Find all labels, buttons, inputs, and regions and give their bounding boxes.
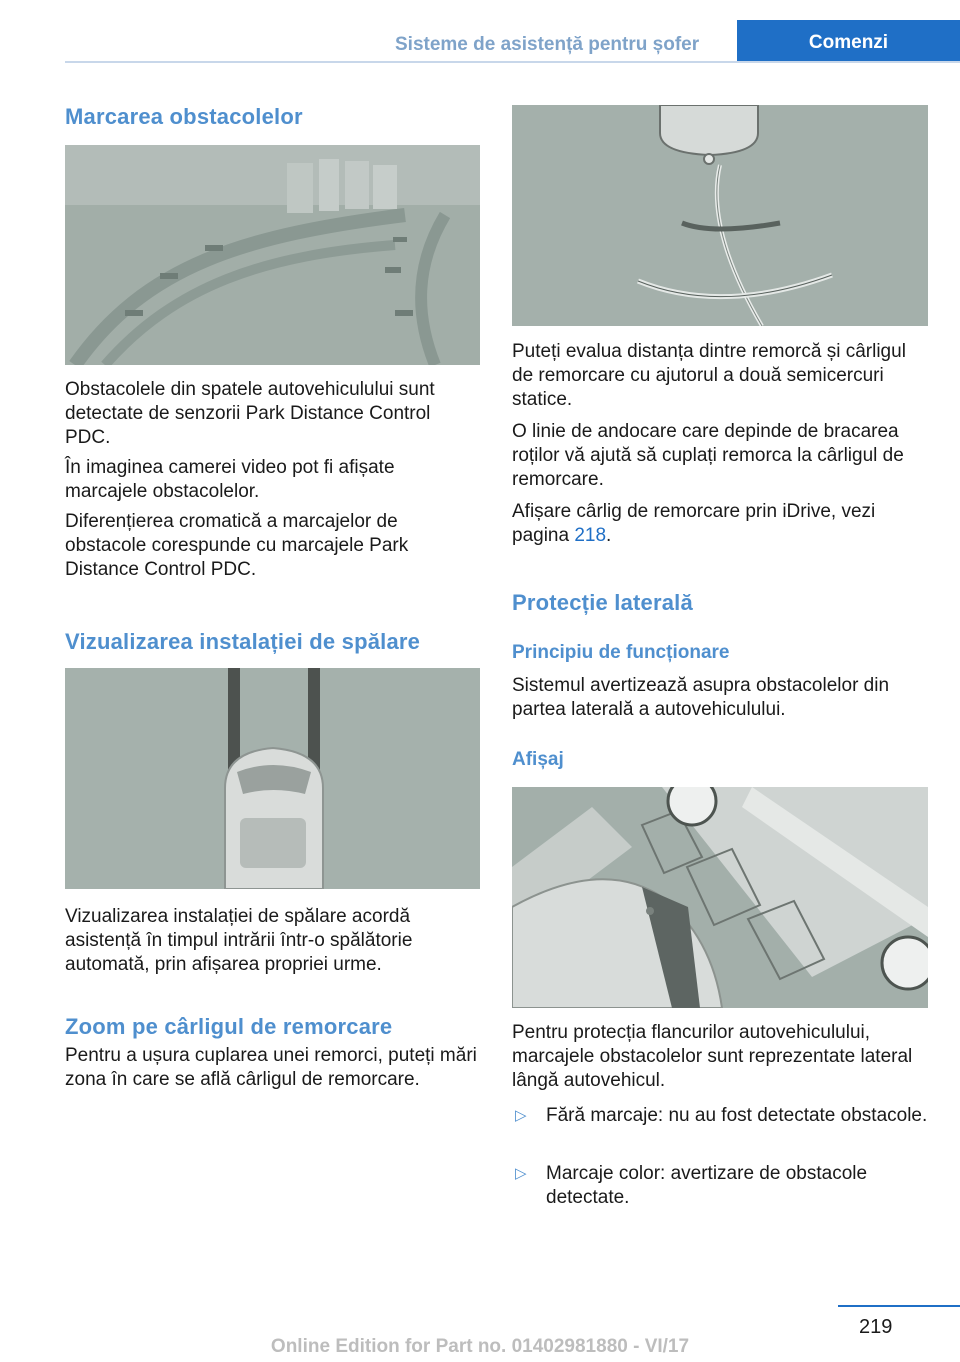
heading-operating-principle: Principiu de funcționare: [512, 642, 730, 663]
header-rule: [65, 61, 960, 63]
paragraph: În imaginea camerei video pot fi afișate marcajele obstacolelor.: [65, 457, 395, 502]
heading-obstacle-marking: Marcarea obstacolelor: [65, 104, 303, 129]
page-number: 219: [859, 1316, 893, 1338]
triangle-right-icon: ▷: [515, 1165, 527, 1182]
paragraph: Obstacolele din spatele autovehiculului sunt detectate de senzorii Park Distance Control PDC.: [65, 379, 435, 448]
heading-display: Afișaj: [512, 749, 564, 770]
paragraph: Diferențierea cromatică a marcajelor de obstacole corespunde cu marcajele Park Distance Control PDC.: [65, 511, 409, 580]
paragraph: Puteți evalua distanța dintre remorcă și cârligul de remorcare cu ajutorul a două semicercuri statice.: [512, 341, 906, 410]
hitch-zoom-paragraph: Pentru a ușura cuplarea unei remorci, puteți mări zona în care se află cârligul de remorcare.: [65, 1045, 477, 1090]
header-chapter-tab: Comenzi: [737, 20, 960, 62]
hitch-text-block: [512, 340, 928, 548]
figure-hitch-zoom: [512, 105, 928, 326]
heading-car-wash-view: Vizualizarea instalației de spălare: [65, 629, 421, 654]
text: .: [606, 525, 612, 546]
edition-footer: Online Edition for Part no. 01402981880 - VI/17: [270, 1336, 690, 1357]
list-item: Fără marcaje: nu au fost detectate obstacole.: [546, 1105, 928, 1126]
display-paragraph: Pentru protecția flancurilor autovehiculului, marcajele obstacolelor sunt reprezentate lateral lângă autovehicul.: [512, 1022, 913, 1091]
obstacle-text-block: [65, 378, 480, 582]
heading-side-protection: Protecție laterală: [512, 590, 693, 615]
figure-car-wash-view: [65, 668, 480, 889]
list-item: Marcaje color: avertizare de obstacole detectate.: [546, 1163, 868, 1208]
paragraph: [512, 500, 928, 548]
text: Afișare cârlig de remorcare prin iDrive, vezi pagina: [512, 501, 876, 546]
car-wash-paragraph: Vizualizarea instalației de spălare acordă asistență în timpul intrării într-o spălătorie automată, prin afișarea propriei urme.: [65, 906, 413, 975]
page-link[interactable]: 218: [574, 525, 607, 546]
page-number-rule: [838, 1305, 960, 1307]
principle-paragraph: Sistemul avertizează asupra obstacolelor din partea laterală a autovehiculului.: [512, 675, 890, 720]
figure-side-protection: [512, 787, 928, 1008]
heading-hitch-zoom: Zoom pe cârligul de remorcare: [65, 1014, 393, 1039]
header-section-title: Sisteme de asistență pentru șofer: [395, 34, 700, 55]
triangle-right-icon: ▷: [515, 1107, 527, 1124]
figure-obstacle-markers: [65, 145, 480, 365]
paragraph: O linie de andocare care depinde de bracarea roților vă ajută să cuplați remorca la cârligul de remorcare.: [512, 421, 904, 490]
